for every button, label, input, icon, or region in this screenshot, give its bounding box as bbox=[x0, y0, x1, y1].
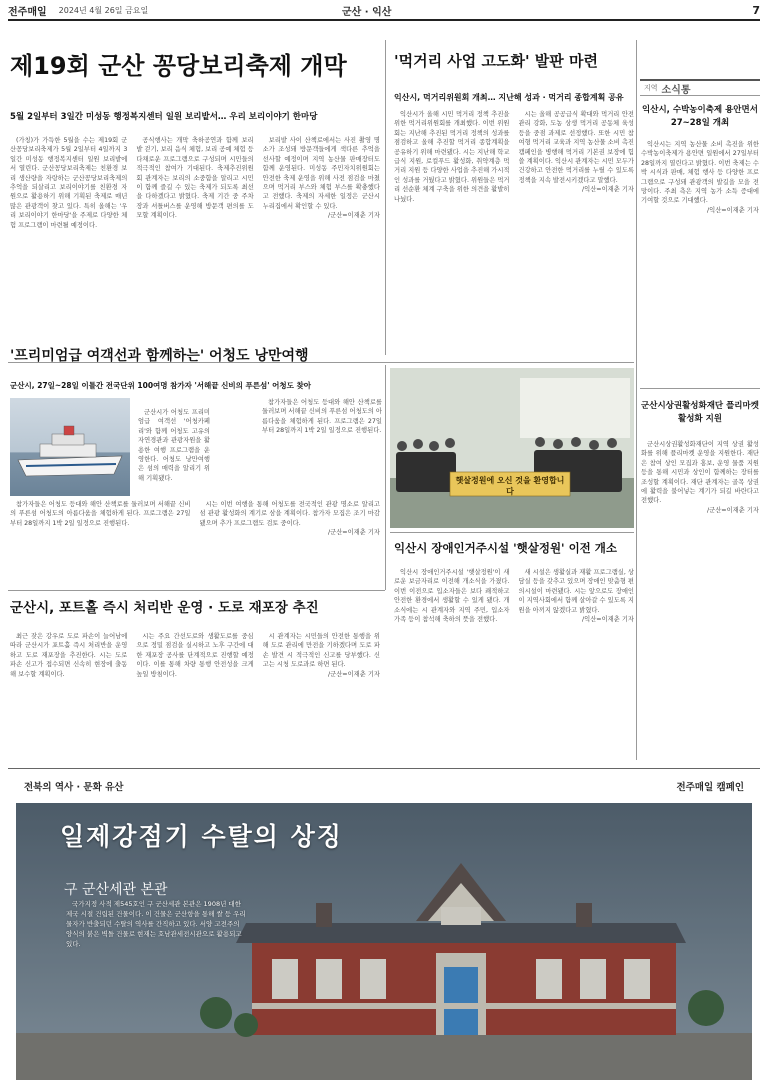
sidebar-item1-byline: /익산=이재춘 기자 bbox=[707, 206, 759, 214]
page-header bbox=[8, 2, 760, 18]
sidebar-divider bbox=[636, 40, 637, 760]
article3-col3: 시는 이번 여행을 통해 어청도를 전국적인 관광 명소로 알리고 섬 관광 활성화의 계기로 삼을 계획이다. 참가자 모집은 조기 마감됐으며 추가 프로그램도 검토 중이다. /군산=이재춘 기자 bbox=[199, 501, 380, 537]
group-photo bbox=[390, 368, 634, 528]
article2-subtitle: 익산시, 먹거리위원회 개최… 지난해 성과 · 먹거리 종합계획 공유 bbox=[394, 93, 624, 102]
article1-col1: (가칭)가 가득한 5월을 수는 제19회 군산꽁당보리축제가 5월 2일부터 4일까지 3일간 미성동 행정복지센터 일원 보리밭에서 열린다. 군산꽁당보리축제는 친환경 보리 생산량을 자랑하는 군산꽁당보리축제의 추억을 되살리고 보리이야기를 친환경 자원으로 활용하기 위해 기획된 축제로 매년 많은 관광객이 찾고 있다. 특히 올해는 '우리 보리이야기 한마당'을 주제로 다양한 체험 프로그램이 마련될 예정이다. bbox=[10, 137, 128, 229]
article1-col3: 보리밭 사이 산책로에서는 사진 촬영 명소가 조성돼 방문객들에게 색다른 추억을 선사할 예정이며 지역 농산물 판매장터도 함께 운영된다. 미성동 주민자치위원회는 안전한 축제 운영을 위해 사전 점검을 마쳤으며 먹거리 부스와 체험 부스를 확충했다고 전했다. 축제의 자세한 일정은 군산시 누리집에서 확인할 수 있다. /군산=이재춘 기자 bbox=[262, 137, 380, 220]
article3-subtitle: 군산시, 27일~28일 이틀간 전국단위 100여명 참가자 '서해끝 신비의 푸른섬' 어청도 찾아 bbox=[10, 381, 311, 390]
section-name: 군산 · 익산 bbox=[342, 6, 392, 18]
article5-col2: 시는 주요 간선도로와 생활도로를 중심으로 정밀 점검을 실시하고 노후 구간에 대한 재포장 공사를 단계적으로 진행할 예정이다. 이를 통해 차량 통행 안전성을 크게 높일 방침이다. bbox=[136, 633, 254, 678]
sidebar-item2-byline: /군산=이재춘 기자 bbox=[707, 506, 759, 514]
article2-body bbox=[394, 110, 634, 362]
article2-byline: /익산=이재춘 기자 bbox=[582, 186, 634, 194]
header-rule bbox=[8, 19, 760, 21]
article5-col1: 최근 잦은 강우로 도로 파손이 늘어남에 따라 군산시가 포트홀 즉시 처리반을 운영하고 도로 재포장을 추진한다. 시는 도로 파손 신고가 접수되면 신속히 현장에 출동해 보수할 계획이다. bbox=[10, 633, 128, 678]
article2-title[interactable]: '먹거리 사업 고도화' 발판 마련 bbox=[394, 52, 598, 70]
sidebar-item1-body: 익산시는 지역 농산물 소비 촉진을 위한 수박농이축제가 용안면 일원에서 27일부터 28일까지 열린다고 밝혔다. 이번 축제는 수박 시식과 판매, 체험 행사 등 다양한 프로그램으로 구성돼 관광객의 발길을 모을 전망이다. 주최 측은 지역 농가 소득 증대에 기여할 것으로 기대했다. /익산=이재춘 기자 bbox=[641, 141, 759, 214]
article5-title[interactable]: 군산시, 포트홀 즉시 처리반 운영 · 도로 재포장 추진 bbox=[10, 600, 319, 616]
article4-col2: 새 시설은 생활실과 재활 프로그램실, 상담실 등을 갖추고 있으며 장애인 맞춤형 편의시설이 마련됐다. 시는 앞으로도 장애인이 지역사회에서 함께 살아갈 수 있도록 지원을 아끼지 않겠다고 밝혔다. /익산=이재춘 기자 bbox=[518, 569, 634, 624]
series-label: 전북의 역사 · 문화 유산 bbox=[24, 782, 124, 793]
article3-title[interactable]: '프리미엄급 여객선과 함께하는' 어청도 낭만여행 bbox=[10, 348, 309, 364]
heritage-feature bbox=[8, 768, 760, 1083]
article3-col1: 군산시가 어청도 프리미엄급 여객선 '어청카페리'와 함께 어청도 고유의 자연경관과 관광자원을 활용한 여행 프로그램을 운영한다. 어청도 낭만여행은 섬의 매력을 알리기 위해 기획됐다. bbox=[138, 409, 210, 482]
article3-col1-cont: 참가자들은 어청도 등대와 해안 산책로를 둘러보며 서해끝 신비의 푸른섬 어청도의 아름다움을 체험하게 된다. 프로그램은 27일부터 28일까지 1박 2일 일정으로 진행된다. bbox=[262, 399, 382, 435]
article1-body bbox=[10, 136, 380, 344]
article1-byline: /군산=이재춘 기자 bbox=[328, 212, 380, 220]
sidebar-item2-title[interactable]: 군산시상권활성화재단 플리마켓 활성화 지원 bbox=[641, 401, 759, 424]
campaign-label: 전주매일 캠페인 bbox=[676, 782, 744, 793]
page-number: 7 bbox=[752, 3, 760, 17]
article3-col2: 참가자들은 어청도 등대와 해안 산책로를 둘러보며 서해끝 신비의 푸른섬 어청도의 아름다움을 체험하게 된다. 프로그램은 27일부터 28일까지 1박 2일 일정으로 진행된다. bbox=[10, 501, 191, 527]
photo-rule bbox=[390, 532, 634, 533]
sidebar-item1-title[interactable]: 익산시, 수박농이축제 용안면서 27~28일 개최 bbox=[642, 105, 758, 128]
feature-title[interactable]: 일제강점기 수탈의 상징 bbox=[60, 822, 343, 851]
newspaper-logo: 전주매일 bbox=[8, 6, 47, 18]
feature-body: 국가지정 사적 제545호인 구 군산세관 본관은 1908년 대한제국 시절 건립된 건물이다. 이 건물은 군산항을 통해 쌀 등 우리 물자가 반출되던 수탈의 역사를 간직하고 있다. 서양 고전주의 양식의 붉은 벽돌 건물로 현재는 호남관세전시관으로 활용되고 있다. bbox=[66, 900, 246, 948]
article3-body-b bbox=[10, 500, 380, 580]
article4-body bbox=[394, 568, 634, 758]
article5-body bbox=[10, 632, 380, 760]
article1-col2: 공식행사는 개막 축하공연과 함께 보리밭 걷기, 보리 음식 체험, 보리 공예 체험 등 다채로운 프로그램으로 구성되며 시민들의 적극적인 참여가 기대된다. 축제추진위원회 관계자는 보리의 소중함을 알리고 시민이 함께 즐길 수 있는 축제가 되도록 최선을 다하겠다고 밝혔다. 축제 기간 중 주차장과 셔틀버스를 운영해 방문객 편의를 도모할 계획이다. bbox=[136, 137, 254, 220]
sidebar-label-small: 지역 bbox=[644, 84, 658, 92]
column-divider-2 bbox=[385, 365, 386, 590]
article4-col1: 익산시 장애인거주시설 '햇살정원'이 새로운 보금자리로 이전해 개소식을 가졌다. 이번 이전으로 입소자들은 보다 쾌적하고 안전한 환경에서 생활할 수 있게 됐다. 개소식에는 시 관계자와 지역 주민, 입소자 가족 등이 참석해 축하의 뜻을 전했다. bbox=[394, 569, 510, 624]
article5-col3: 시 관계자는 시민들의 안전한 통행을 위해 도로 관리에 만전을 기하겠다며 도로 파손 발견 시 적극적인 신고를 당부했다. 신고는 시청 도로과로 하면 된다. /군산=이재춘 기자 bbox=[262, 633, 380, 678]
issue-date: 2024년 4월 26일 금요일 bbox=[58, 5, 149, 15]
column-divider bbox=[385, 40, 386, 355]
welcome-banner: 햇살정원에 오신 것을 환영합니다 bbox=[455, 476, 565, 496]
article4-byline: /익산=이재춘 기자 bbox=[582, 616, 634, 624]
sidebar-header bbox=[640, 79, 760, 96]
article3-byline: /군산=이재춘 기자 bbox=[328, 529, 380, 537]
article2-col1: 익산시가 올해 시민 먹거리 정책 추진을 위한 먹거리위원회를 개최했다. 이번 위원회는 지난해 추진된 먹거리 정책의 성과를 점검하고 올해 추진할 먹거리 종합계획을 공유하기 위해 마련됐다. 시는 지난해 학교급식 지원, 로컬푸드 활성화, 취약계층 먹거리 지원 등 다양한 사업을 추진해 가시적인 성과를 거뒀다고 밝혔다. 위원들은 먹거리 선순환 체계 구축을 위한 의견을 활발히 나눴다. bbox=[394, 111, 510, 203]
article4-title[interactable]: 익산시 장애인거주시설 '햇살정원' 이전 개소 bbox=[394, 541, 618, 555]
group-photo-illustration bbox=[390, 368, 634, 528]
sidebar-item2-body: 군산시상권활성화재단이 지역 상권 활성화를 위해 플리마켓 운영을 지원한다. 재단은 참여 상인 모집과 홍보, 운영 물품 지원 등을 통해 시민과 상인이 함께하는 장터를 조성할 계획이다. 재단 관계자는 골목 상권에 활력을 불어넣는 계기가 되길 바란다고 전했다. /군산=이재춘 기자 bbox=[641, 441, 759, 514]
sidebar-label-big: 소식통 bbox=[661, 84, 691, 96]
feature-subtitle: 구 군산세관 본관 bbox=[64, 882, 168, 898]
article2-col2: 시는 올해 공공급식 확대와 먹거리 안전관리 강화, 도농 상생 먹거리 공동체 육성 등을 중점 과제로 선정했다. 또한 시민 참여형 먹거리 교육과 지역 농산물 소비 촉진 캠페인을 병행해 먹거리 기본권 보장에 힘쓸 계획이다. 익산시 관계자는 시민 모두가 건강하고 안전한 먹거리를 누릴 수 있도록 정책을 지속 발전시키겠다고 말했다. /익산=이재춘 기자 bbox=[518, 111, 634, 194]
article3-body-c bbox=[262, 398, 382, 498]
article1-subtitle: 5월 2일부터 3일간 미성동 행정복지센터 일원 보리밭서… 우리 보리이야기 한마당 bbox=[10, 112, 318, 122]
article5-byline: /군산=이재춘 기자 bbox=[328, 670, 380, 678]
section-rule-2 bbox=[8, 590, 385, 591]
sidebar-rule bbox=[640, 388, 760, 389]
article1-title[interactable]: 제19회 군산 꽁당보리축제 개막 bbox=[10, 52, 347, 80]
